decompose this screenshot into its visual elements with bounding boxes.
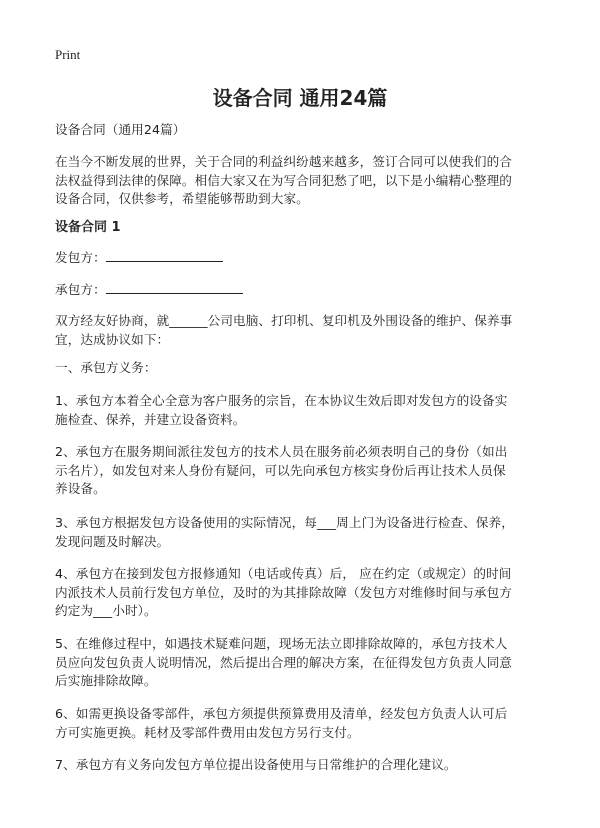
text-line: 后实施排除故障。: [55, 673, 157, 689]
party-a-field: [55, 249, 555, 268]
text-line: 7、承包方有义务向发包方单位提出设备使用与日常维护的合理化建议。: [55, 757, 457, 772]
print-link[interactable]: Print: [55, 47, 81, 62]
text-line: 1、承包方本着全心全意为客户服务的宗旨，在本协议生效后即对发包方的设备实: [55, 393, 508, 408]
obligation-item-5: [55, 635, 555, 691]
text-line: 发现问题及时解决。: [55, 533, 170, 549]
text-line: 双方经友好协商，就______公司电脑、打印机、复印机及外围设备的维护、保养事: [55, 313, 513, 328]
text-line: 设备合同，仅供参考，希望能够帮助到大家。: [55, 191, 309, 207]
document-subtitle: 设备合同（通用24篇）: [55, 122, 186, 137]
text-line: 施检查、保养，并建立设备资料。: [55, 411, 246, 427]
agreement-paragraph: [55, 312, 555, 349]
text-line: 方可实施更换。耗材及零部件费用由发包方另行支付。: [55, 724, 360, 740]
intro-paragraph: [55, 153, 555, 209]
text-line: 3、承包方根据发包方设备使用的实际情况，每___周上门为设备进行检查、保养，: [55, 515, 514, 530]
obligation-item-3: [55, 514, 555, 551]
party-a-label: 发包方：: [55, 250, 106, 265]
text-line: 2、承包方在服务期间派往发包方的技术人员在服务前必须表明自己的身份（如出: [55, 444, 508, 459]
text-line: 6、如需更换设备零部件，承包方须提供预算费用及清单，经发包方负责人认可后: [55, 706, 508, 721]
text-line: 4、承包方在接到发包方报修通知（电话或传真）后， 应在约定（或规定）的时间: [55, 566, 512, 581]
obligation-item-1: [55, 392, 555, 429]
page-title: 设备合同 通用24篇: [212, 86, 388, 110]
text-line: 5、在维修过程中，如遇技术疑难问题，现场无法立即排除故障的，承包方技术人: [55, 636, 508, 651]
party-b-label: 承包方：: [55, 282, 106, 297]
text-line: 养设备。: [55, 481, 106, 497]
party-a-blank: [106, 249, 223, 262]
text-line: 内派技术人员前行发包方单位，及时的为其排除故障（发包方对维修时间与承包方: [55, 584, 512, 600]
text-line: 示名片），如发包对来人身份有疑问，可以先向承包方核实身份后再让技术人员保: [55, 462, 506, 478]
party-b-field: [55, 281, 555, 300]
text-line: 约定为___小时）。: [55, 603, 157, 619]
obligation-item-6: [55, 705, 555, 742]
text-line: 宜，达成协议如下：: [55, 331, 170, 347]
obligation-item-2: [55, 443, 555, 499]
text-line: 在当今不断发展的世界，关于合同的利益纠纷越来越多，签订合同可以使我们的合: [55, 154, 512, 169]
text-line: 员应向发包负责人说明情况，然后提出合理的解决方案，在征得发包方负责人同意: [55, 654, 512, 670]
text-line: 法权益得到法律的保障。相信大家又在为写合同犯愁了吧，以下是小编精心整理的: [55, 172, 512, 188]
obligations-heading: 一、承包方义务：: [55, 360, 157, 375]
obligation-item-7: [55, 756, 555, 775]
party-b-blank: [106, 281, 243, 294]
section-heading: 设备合同 1: [55, 220, 121, 235]
obligation-item-4: [55, 565, 555, 621]
